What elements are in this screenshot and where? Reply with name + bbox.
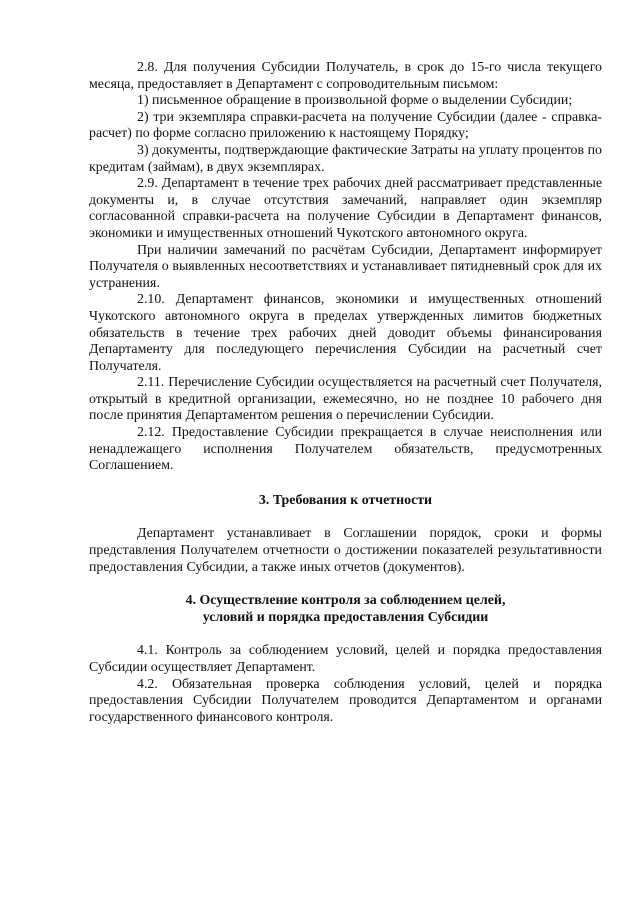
section-3-paragraph: Департамент устанавливает в Соглашении порядок, сроки и формы представления Получателем отчетности о достижении показателей результативности предоставления Субсидии, а также иных отчетов (документов).	[89, 526, 602, 575]
list-item-2: 2) три экземпляра справки-расчета на получение Субсидии (далее - справка-расчет) по форме согласно приложению к настоящему Порядку;	[89, 109, 602, 142]
paragraph-2-10: 2.10. Департамент финансов, экономики и имущественных отношений Чукотского автономного округа в пределах утвержденных лимитов бюджетных обязательств в течение трех рабочих дней доводит объемы финансирования Департаменту для последующего перечисления Субсидии на расчетный счет Получателя.	[89, 292, 602, 374]
section-3-title: 3. Требования к отчетности	[258, 492, 433, 508]
paragraph-2-8: 2.8. Для получения Субсидии Получатель, в срок до 15-го числа текущего месяца, предоставляет в Департамент с сопроводительным письмом:	[89, 60, 602, 92]
list-item-3: 3) документы, подтверждающие фактические Затраты на уплату процентов по кредитам (займам), в двух экземплярах.	[89, 142, 602, 175]
paragraph-2-11: 2.11. Перечисление Субсидии осуществляется на расчетный счет Получателя, открытый в кредитной организации, ежемесячно, но не позднее 10 рабочего дня после принятия Департаментом решения о перечислении Субсидии.	[89, 375, 602, 424]
paragraph-2-12: 2.12. Предоставление Субсидии прекращается в случае неисполнения или ненадлежащего исполнения Получателем обязательств, предусмотренных Соглашением.	[89, 425, 602, 474]
paragraph-4-2: 4.2. Обязательная проверка соблюдения условий, целей и порядка предоставления Субсидии Получателем проводится Департаментом и органами государственного финансового контроля.	[89, 676, 602, 725]
section-4-title-line-2: условий и порядка предоставления Субсидии	[202, 609, 489, 625]
document-body	[89, 60, 602, 726]
section-4-title	[89, 593, 602, 626]
paragraph-2-9: 2.9. Департамент в течение трех рабочих дней рассматривает представленные документы и, в случае отсутствия замечаний, направляет один экземпляр согласованной справки-расчета на получение Субсидии в Департамент финансов, экономики и имущественных отношений Чукотского автономного округа.	[89, 176, 602, 241]
list-item-1: 1) письменное обращение в произвольной форме о выделении Субсидии;	[137, 93, 573, 109]
section-4-title-line-1: 4. Осуществление контроля за соблюдением целей,	[185, 593, 506, 609]
paragraph-remarks: При наличии замечаний по расчётам Субсидии, Департамент информирует Получателя о выявленных несоответствиях и устанавливает пятидневный срок для их устранения.	[89, 242, 602, 291]
paragraph-4-1: 4.1. Контроль за соблюдением условий, целей и порядка предоставления Субсидии осуществляет Департамент.	[89, 643, 602, 675]
